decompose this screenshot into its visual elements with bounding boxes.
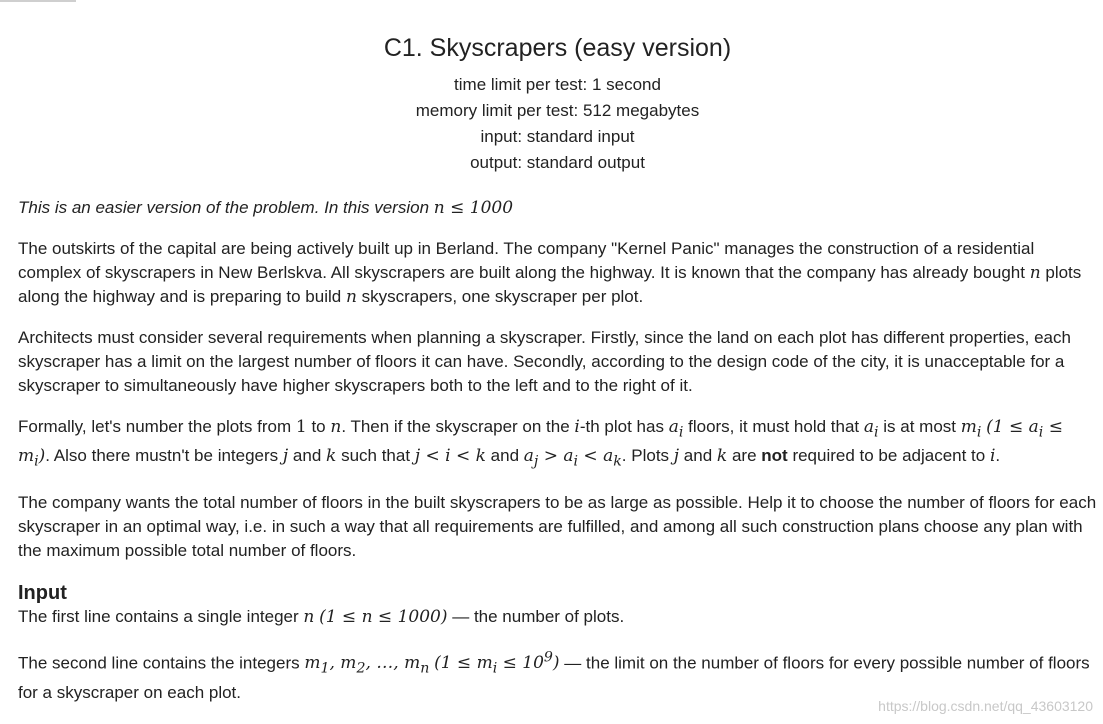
in2-math-list xyxy=(304,653,430,677)
p3-t6: is at most xyxy=(883,417,957,436)
p3-m5-sub: i xyxy=(874,424,879,441)
p3-t5: floors, it must hold that xyxy=(688,417,860,436)
watermark: https://blog.csdn.net/qq_43603120 xyxy=(878,698,1093,714)
p3-m12: j xyxy=(673,446,680,467)
in2-m1-sub: 1 xyxy=(320,660,330,677)
in2-m5-sup: 9 xyxy=(543,649,553,666)
p3-m7-c: ) xyxy=(38,446,46,467)
p3-m7-sub: i xyxy=(1038,424,1044,441)
p3-m7-bsub: i xyxy=(34,453,39,470)
p3-m5-base: a xyxy=(863,417,875,437)
p3-m11-c: < a xyxy=(578,446,614,467)
intro-text: This is an easier version of the problem. In this version xyxy=(18,198,430,217)
in1-math-range: (1 ≤ n ≤ 1000) xyxy=(319,606,448,627)
problem-header xyxy=(0,30,1103,176)
p3-m14: i xyxy=(989,446,996,467)
problem-statement xyxy=(18,196,1098,722)
p3-t9: such that xyxy=(341,446,411,466)
p3-m6 xyxy=(960,417,982,441)
in2-m2: , m xyxy=(329,653,357,674)
input-line-2 xyxy=(18,646,1098,705)
input-line-1 xyxy=(18,605,1098,629)
p3-t7: . Also there mustn't be integers xyxy=(45,446,279,466)
top-divider xyxy=(0,0,76,2)
p3-m7-a: (1 ≤ a xyxy=(986,417,1039,437)
in1-math-n: n xyxy=(303,606,315,627)
p3-t14: required to be adjacent to xyxy=(792,446,986,466)
p3-t10: and xyxy=(490,446,520,466)
intro-math: n ≤ 1000 xyxy=(433,198,514,218)
p1-text-c: skyscrapers, one skyscraper per plot. xyxy=(361,287,644,306)
p3-m11-bsub: i xyxy=(573,453,579,470)
p3-m11-a: a xyxy=(523,446,534,467)
p3-t13: are xyxy=(731,446,757,466)
p3-bold-not: not xyxy=(761,446,788,466)
p3-m6-base: m xyxy=(960,417,977,437)
p3-m4-base: a xyxy=(668,417,679,437)
p3-t8: and xyxy=(292,446,322,466)
output-spec: output: standard output xyxy=(470,153,645,172)
p3-m10: j < i < k xyxy=(414,446,486,467)
p1-text-b: plots along the highway and is preparing to build xyxy=(18,263,1082,306)
problem-title: C1. Skyscrapers (easy version) xyxy=(383,34,732,62)
in2-math-range xyxy=(434,649,560,677)
in2-m5: ≤ 10 xyxy=(497,653,544,674)
p3-t3: . Then if the skyscraper on the xyxy=(341,417,570,436)
in2-m: m xyxy=(304,653,321,674)
in2-m4: (1 ≤ m xyxy=(434,653,493,674)
input-spec: input: standard input xyxy=(480,127,635,146)
paragraph-4: The company wants the total number of floors in the built skyscrapers to be as large as possible. Help it to choose the number of floors for each skyscraper in an optimal way, i.e. in such a way that all requirements are fulfilled, and among all such construction plans choose any plan with the maximum possible total number of floors. xyxy=(18,492,1097,560)
in1-text-b: — the number of plots. xyxy=(452,606,625,626)
p1-math-n: n xyxy=(1029,263,1041,283)
p1-math-n2: n xyxy=(345,287,357,307)
p3-t4: -th plot has xyxy=(579,417,664,436)
p3-m11 xyxy=(523,446,622,470)
in2-m3: , …, m xyxy=(365,653,421,674)
time-limit: time limit per test: 1 second xyxy=(454,75,661,94)
p3-m5 xyxy=(863,417,879,441)
p3-m8: j xyxy=(282,446,289,467)
p3-m4-sub: i xyxy=(678,424,684,441)
p3-m11-csub: k xyxy=(613,453,622,470)
in2-text-a: The second line contains the integers xyxy=(18,653,300,673)
paragraph-2: Architects must consider several requirements when planning a skyscraper. Firstly, since the land on each plot has different properties, each skyscraper has a limit on the largest number of floors it can have. Secondly, according to the design code of the city, it is unacceptable for a skyscraper to simultaneously have higher skyscrapers both to the left and to the right of it. xyxy=(18,328,1071,395)
in2-m3-sub: n xyxy=(420,660,430,677)
paragraph-3 xyxy=(18,415,1098,474)
p3-m4 xyxy=(668,417,684,441)
in2-m2-sub: 2 xyxy=(356,660,366,677)
p3-m7-b: ≤ m xyxy=(18,417,1063,467)
intro-paragraph xyxy=(18,196,1098,220)
input-section-title: Input xyxy=(18,581,67,604)
memory-limit: memory limit per test: 512 megabytes xyxy=(415,101,700,120)
p3-m2: n xyxy=(330,417,342,437)
p3-t12: and xyxy=(683,446,713,466)
paragraph-1 xyxy=(18,237,1098,309)
in1-text-a: The first line contains a single integer xyxy=(18,606,299,626)
in2-m4-sub: i xyxy=(492,660,498,677)
p3-m6-sub: i xyxy=(976,424,982,441)
p3-t15: . xyxy=(995,446,1001,466)
in2-text-b: — the limit on the number of floors for every possible number of floors for a skyscraper on each plot. xyxy=(18,653,1090,702)
p3-t1: Formally, let's number the plots from xyxy=(18,417,292,436)
p3-t2: to xyxy=(311,417,326,436)
in2-m6: ) xyxy=(552,653,560,674)
p3-t11: . Plots xyxy=(621,446,670,466)
p3-m3: i xyxy=(574,417,580,437)
p3-m11-b: > a xyxy=(538,446,574,467)
p1-text-a: The outskirts of the capital are being actively built up in Berland. The company "Kernel Panic" manages the construction of a residential complex of skyscrapers in New Berlskva. All skyscrapers are built along the highway. It is known that the company has already bought xyxy=(18,239,1035,282)
p3-m11-sub: j xyxy=(533,453,539,470)
p3-m1: 1 xyxy=(295,417,307,437)
p3-m13: k xyxy=(716,446,728,467)
p3-m9: k xyxy=(326,446,337,467)
